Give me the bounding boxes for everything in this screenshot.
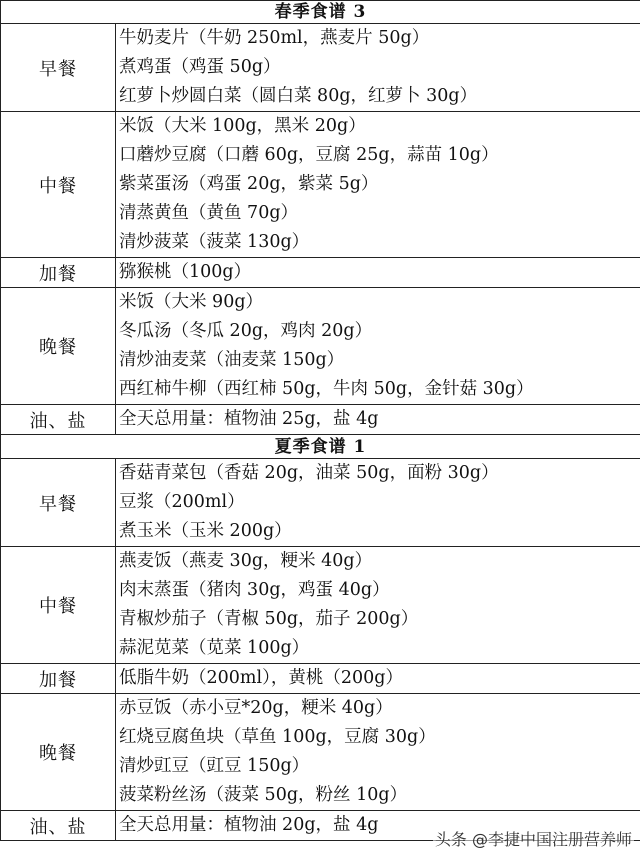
meal-row [1, 694, 640, 811]
food-item: 全天总用量：植物油 20g，盐 4g [119, 815, 379, 835]
meal-label: 油、盐 [1, 811, 116, 841]
food-item: 口蘑炒豆腐（口蘑 60g，豆腐 25g，蒜苗 10g） [119, 145, 499, 165]
meal-items [116, 459, 640, 547]
food-item: 米饭（大米 90g） [119, 292, 264, 312]
meal-items [116, 405, 640, 435]
food-item: 菠菜粉丝汤（菠菜 50g，粉丝 10g） [119, 785, 408, 805]
meal-row [1, 288, 640, 405]
meal-items [116, 258, 640, 288]
meal-items [116, 664, 640, 694]
menu-body [1, 1, 640, 841]
meal-row [1, 112, 640, 258]
meal-label: 早餐 [1, 459, 116, 547]
food-item: 低脂牛奶（200ml），黄桃（200g） [119, 668, 403, 688]
food-item: 冬瓜汤（冬瓜 20g，鸡肉 20g） [119, 321, 373, 341]
food-item: 煮鸡蛋（鸡蛋 50g） [119, 57, 281, 77]
food-item: 豆浆（200ml） [119, 492, 245, 512]
food-item: 蒜泥苋菜（苋菜 100g） [119, 638, 310, 658]
food-item: 猕猴桃（100g） [119, 262, 252, 282]
meal-label: 晚餐 [1, 694, 116, 811]
food-item: 西红柿牛柳（西红柿 50g，牛肉 50g，金针菇 30g） [119, 379, 534, 399]
plan-title: 夏季食谱 1 [1, 435, 640, 459]
meal-items [116, 112, 640, 258]
food-item: 清蒸黄鱼（黄鱼 70g） [119, 203, 299, 223]
meal-row [1, 459, 640, 547]
meal-row [1, 24, 640, 112]
food-item: 香菇青菜包（香菇 20g，油菜 50g，面粉 30g） [119, 463, 499, 483]
food-item: 煮玉米（玉米 200g） [119, 521, 292, 541]
food-item: 全天总用量：植物油 25g，盐 4g [119, 409, 379, 429]
meal-items [116, 24, 640, 112]
food-item: 清炒豇豆（豇豆 150g） [119, 756, 310, 776]
food-item: 紫菜蛋汤（鸡蛋 20g，紫菜 5g） [119, 174, 379, 194]
meal-label: 中餐 [1, 547, 116, 664]
food-item: 燕麦饭（燕麦 30g，粳米 40g） [119, 551, 373, 571]
watermark: 头条 @李捷中国注册营养师 [433, 827, 634, 850]
meal-label: 油、盐 [1, 405, 116, 435]
food-item: 赤豆饭（赤小豆*20g，粳米 40g） [119, 698, 393, 718]
food-item: 清炒油麦菜（油麦菜 150g） [119, 350, 345, 370]
plan-title: 春季食谱 3 [1, 1, 640, 24]
meal-row [1, 258, 640, 288]
meal-items [116, 694, 640, 811]
food-item: 肉末蒸蛋（猪肉 30g，鸡蛋 40g） [119, 580, 390, 600]
meal-items [116, 547, 640, 664]
food-item: 米饭（大米 100g，黑米 20g） [119, 116, 366, 136]
food-item: 牛奶麦片（牛奶 250ml，燕麦片 50g） [119, 28, 430, 48]
food-item: 青椒炒茄子（青椒 50g，茄子 200g） [119, 609, 419, 629]
food-item: 红烧豆腐鱼块（草鱼 100g，豆腐 30g） [119, 727, 436, 747]
meal-label: 加餐 [1, 664, 116, 694]
food-item: 清炒菠菜（菠菜 130g） [119, 232, 310, 252]
meal-row [1, 405, 640, 435]
meal-items [116, 288, 640, 405]
meal-row [1, 547, 640, 664]
meal-label: 中餐 [1, 112, 116, 258]
meal-label: 早餐 [1, 24, 116, 112]
meal-label: 晚餐 [1, 288, 116, 405]
meal-row [1, 664, 640, 694]
food-item: 红萝卜炒圆白菜（圆白菜 80g，红萝卜 30g） [119, 86, 478, 106]
meal-label: 加餐 [1, 258, 116, 288]
